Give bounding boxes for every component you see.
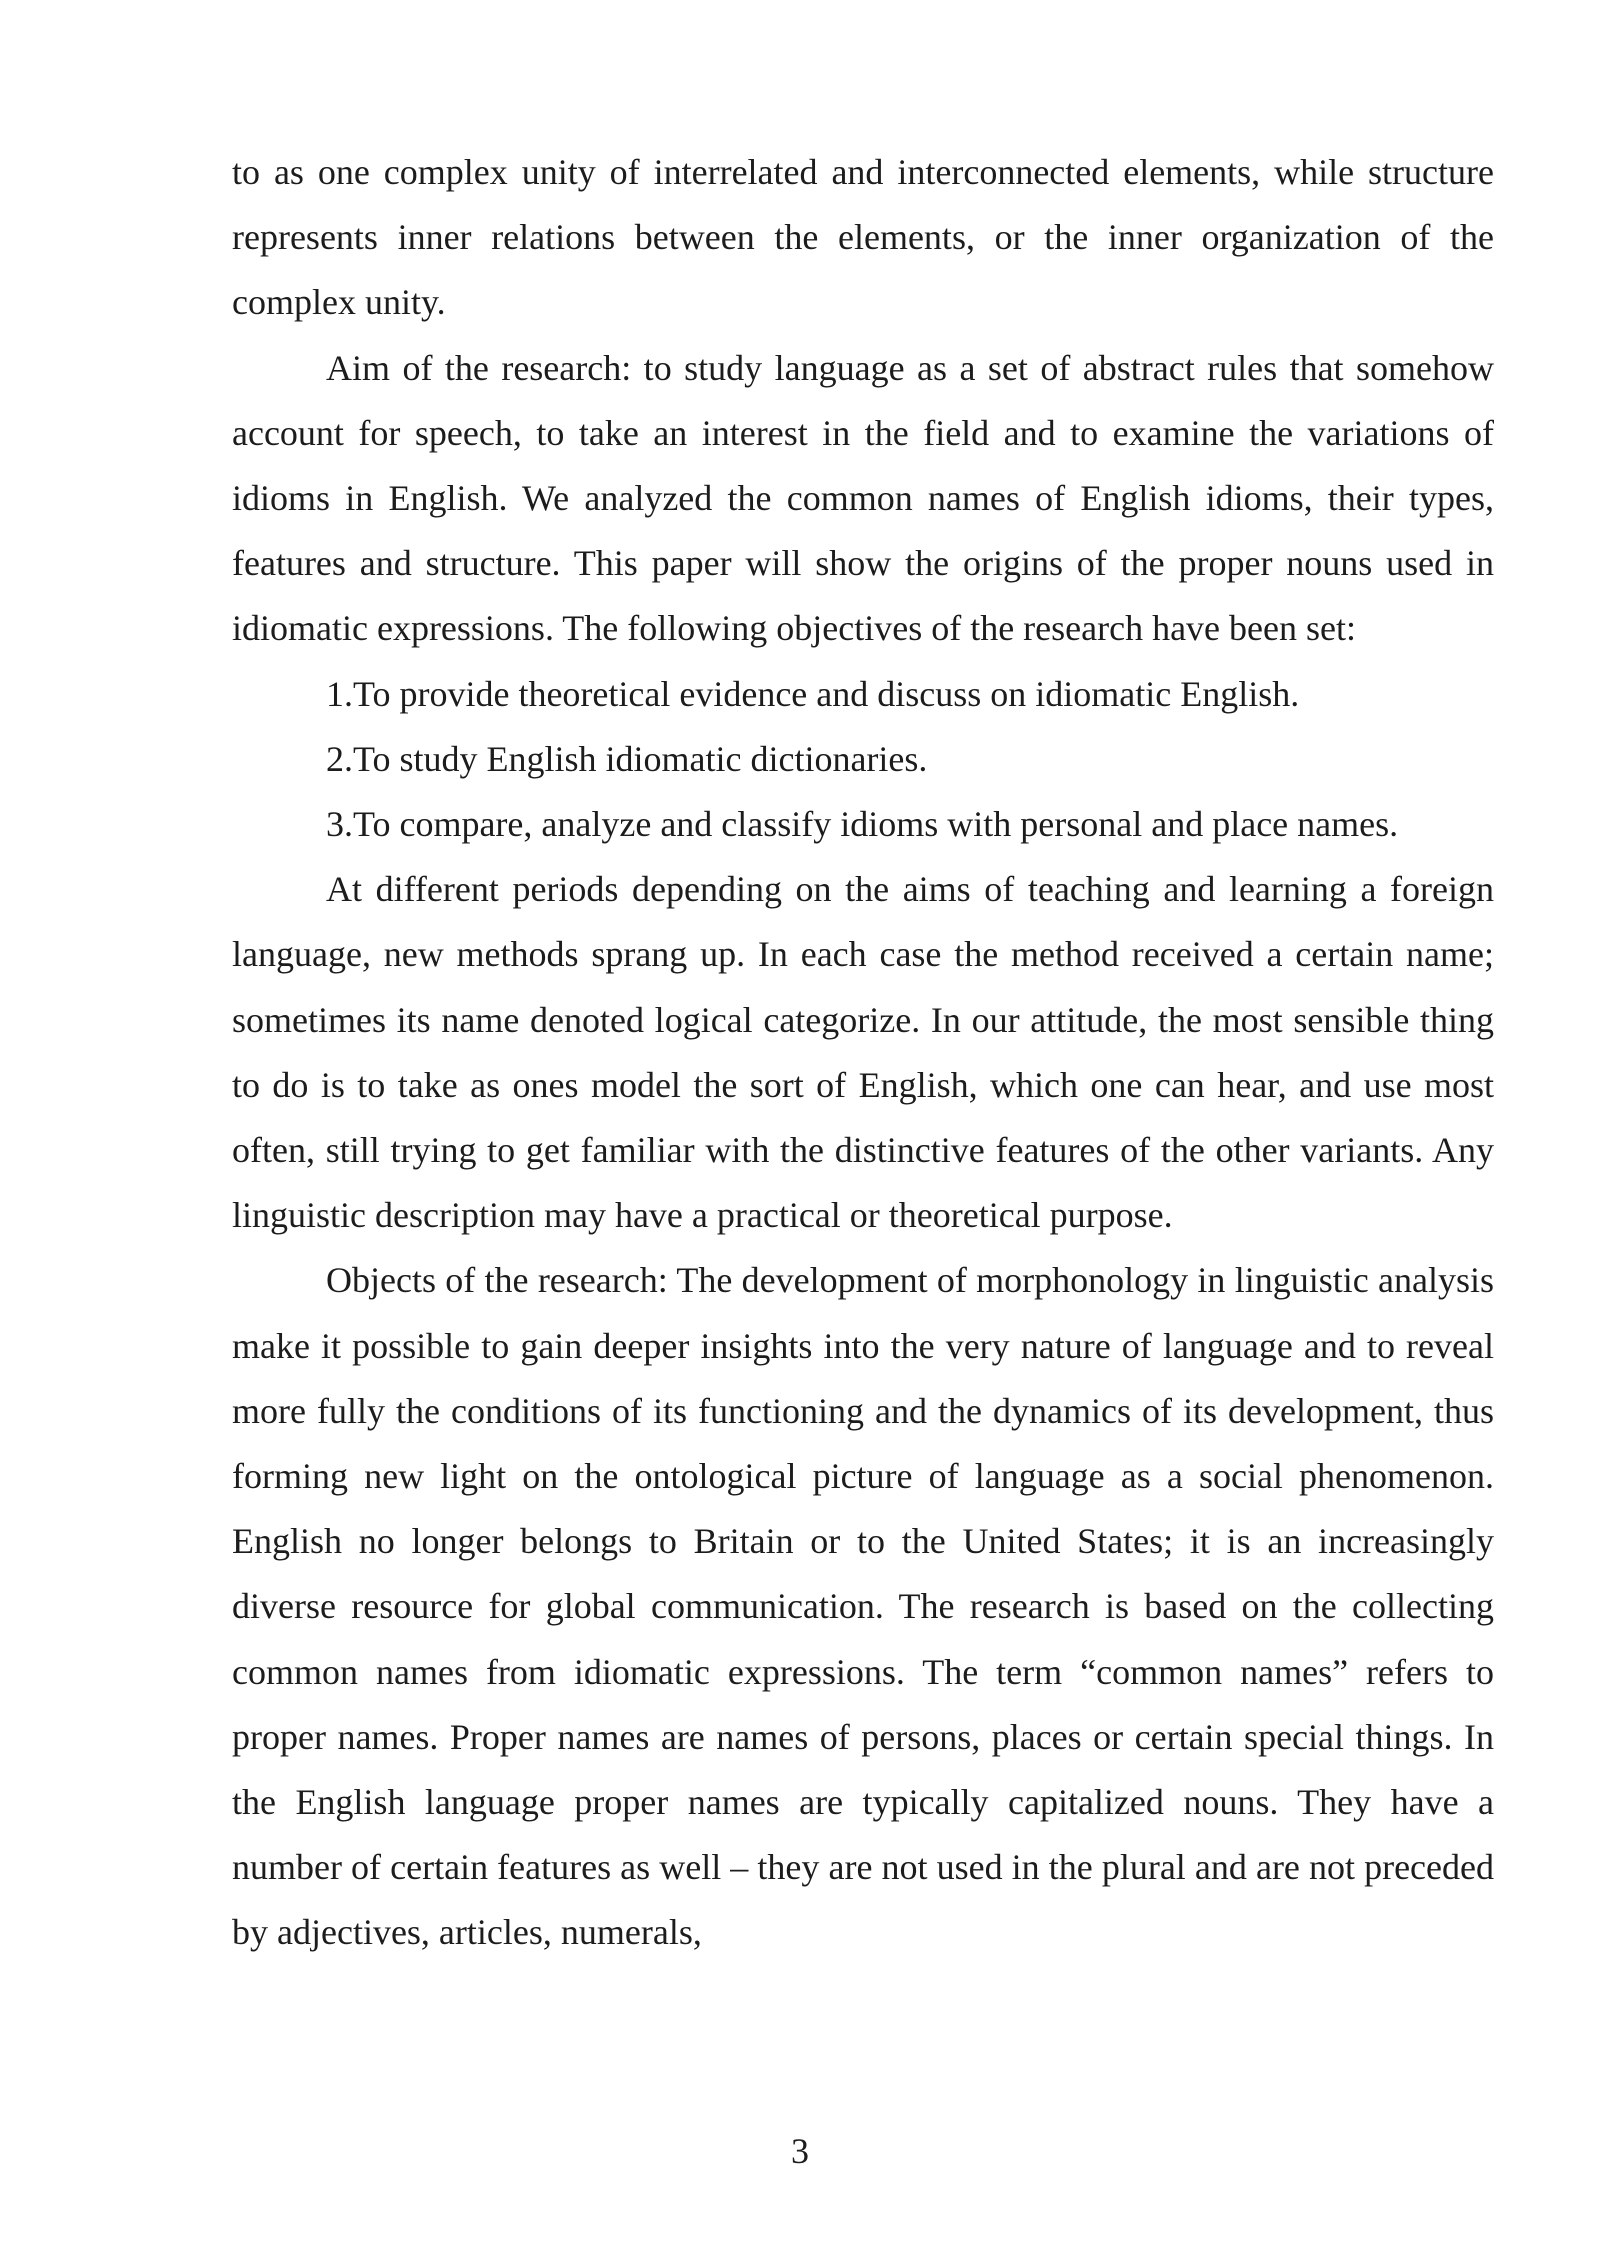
page-number: 3 bbox=[791, 2131, 809, 2171]
paragraph-aim: Aim of the research: to study language as a set of abstract rules that somehow account for speech, to take an interest in the field and to examine the variations of idioms in English. We analyzed the common names of English idioms, their types, features and structure. This paper will show the origins of the proper nouns used in idiomatic expressions. The following objectives of the research have been set: bbox=[232, 347, 1494, 649]
paragraph-methods: At different periods depending on the aims of teaching and learning a foreign language, new methods sprang up. In each case the method received a certain name; sometimes its name denoted logical categorize. In our attitude, the most sensible thing to do is to take as ones model the sort of English, which one can hear, and use most often, still trying to get familiar with the distinctive features of the other variants. Any linguistic description may have a practical or theoretical purpose. bbox=[232, 869, 1494, 1236]
paragraph-continuation: to as one complex unity of interrelated and interconnected elements, while structure represents inner relations between the elements, or the inner organization of the complex unity. bbox=[232, 152, 1494, 323]
body-text bbox=[232, 140, 1494, 1966]
paragraph-objects: Objects of the research: The development of morphonology in linguistic analysis make it possible to gain deeper insights into the very nature of language and to reveal more fully the conditions of its functioning and the dynamics of its development, thus forming new light on the ontological picture of language as a social phenomenon. English no longer belongs to Britain or to the United States; it is an increasingly diverse resource for global communication. The research is based on the collecting common names from idiomatic expressions. The term “common names” refers to proper names. Proper names are names of persons, places or certain special things. In the English language proper names are typically capitalized nouns. They have a number of certain features as well – they are not used in the plural and are not preceded by adjectives, articles, numerals, bbox=[232, 1260, 1494, 1953]
objective-item-1: 1.To provide theoretical evidence and discuss on idiomatic English. bbox=[326, 673, 1300, 714]
objective-item-3: 3.To compare, analyze and classify idioms with personal and place names. bbox=[326, 804, 1399, 845]
objective-item-2: 2.To study English idiomatic dictionaries. bbox=[326, 738, 928, 779]
